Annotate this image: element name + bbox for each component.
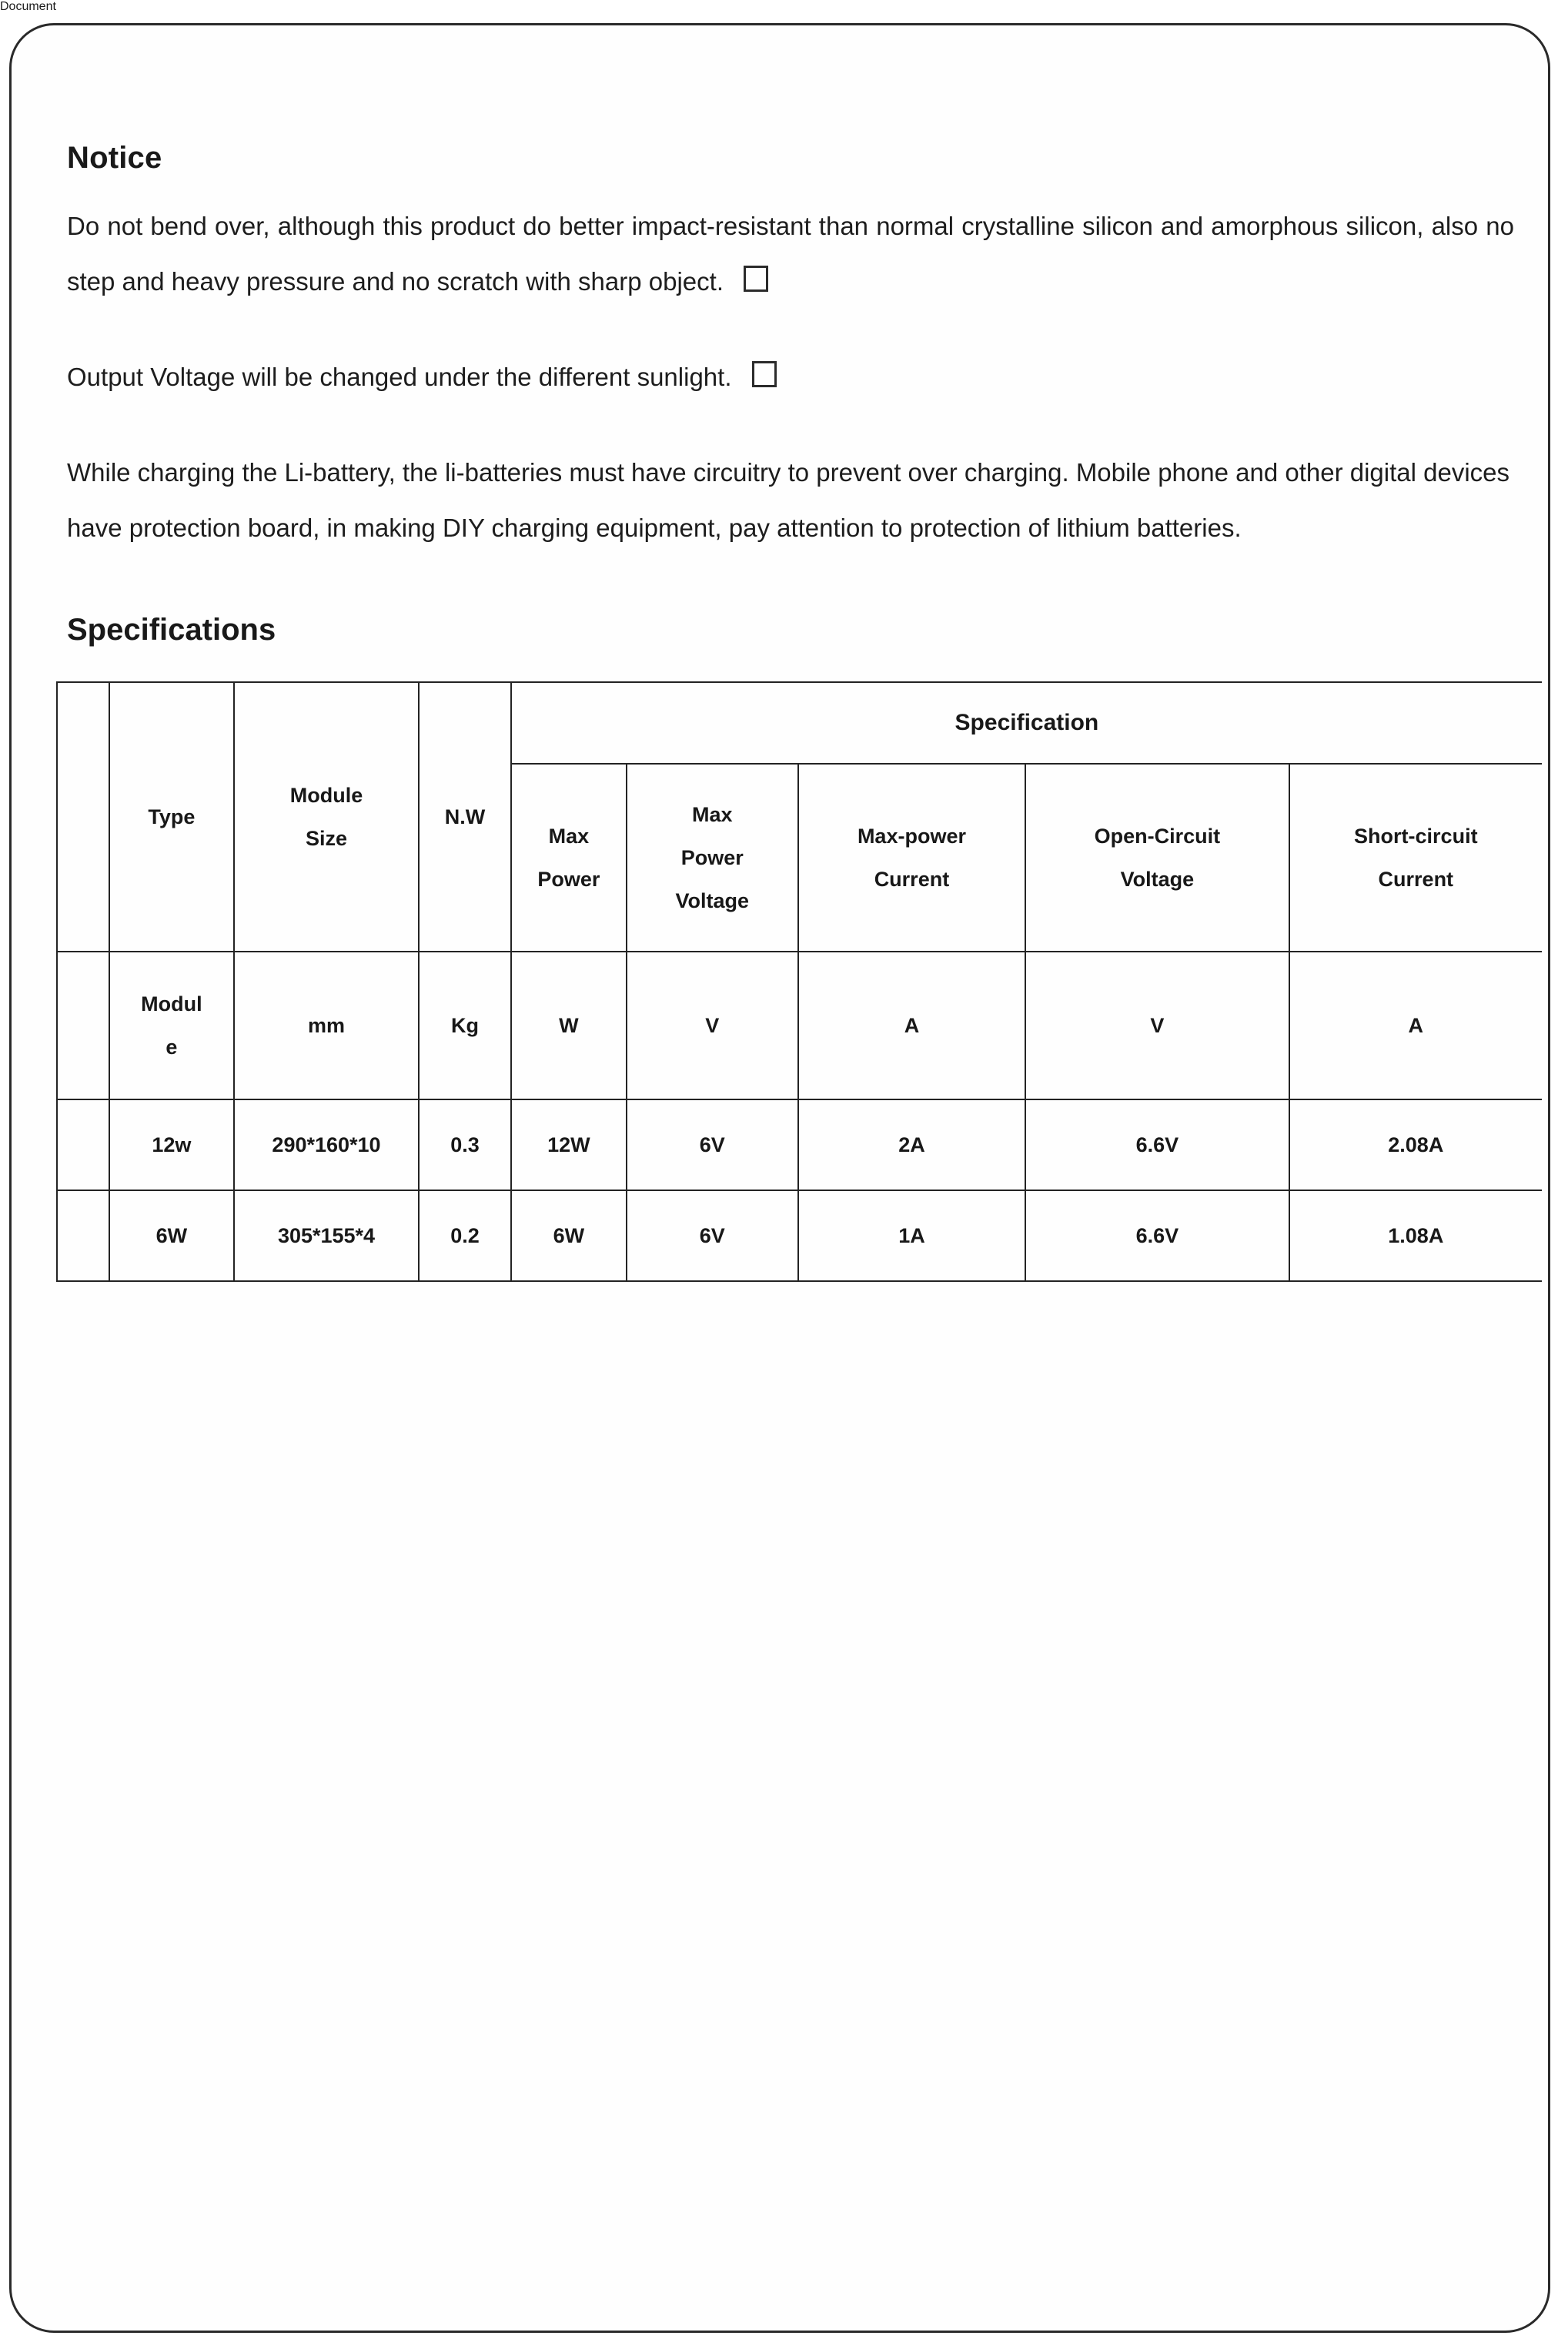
notice-heading: Notice — [67, 141, 162, 175]
units-cell-type: Modul e — [109, 952, 234, 1099]
notice-paragraph-1-text: Do not bend over, although this product do better impact-resistant than normal crystalline silicon and amorphous silicon, also no step and heavy pressure and no scratch with sharp object. — [67, 212, 1514, 296]
cell-type: 12w — [109, 1099, 234, 1190]
cell-max-power-current: 2A — [798, 1099, 1026, 1190]
header-cell-blank — [57, 682, 109, 952]
cell-short-circuit-current: 2.08A — [1289, 1099, 1542, 1190]
cell-module-size: 305*155*4 — [234, 1190, 419, 1281]
specifications-table — [56, 681, 1542, 1282]
notice-paragraph-2 — [67, 350, 1514, 405]
units-cell-open-circuit-voltage: V — [1025, 952, 1289, 1099]
notice-paragraph-3-text: While charging the Li-battery, the li-batteries must have circuitry to prevent over charging. Mobile phone and other digital devices have protection board, in making DIY charging equipment, pay attention to protection of lithium batteries. — [67, 458, 1510, 542]
header-cell-short-circuit-current: Short-circuit Current — [1289, 764, 1542, 952]
header-cell-max-power-voltage: Max Power Voltage — [627, 764, 798, 952]
missing-glyph-box-icon — [752, 361, 777, 387]
cell-max-power: 12W — [511, 1099, 627, 1190]
cell-module-size: 290*160*10 — [234, 1099, 419, 1190]
table-group-header-row — [57, 682, 1542, 764]
scanned-page-sheet — [9, 23, 1550, 2333]
notice-paragraph-3 — [67, 445, 1514, 556]
header-cell-module-size: Module Size — [234, 682, 419, 952]
cell-max-power-voltage: 6V — [627, 1099, 798, 1190]
header-cell-max-power-current: Max-power Current — [798, 764, 1026, 952]
table-row — [57, 1099, 1542, 1190]
cell-blank — [57, 1099, 109, 1190]
table-row — [57, 1190, 1542, 1281]
table-units-row — [57, 952, 1542, 1099]
units-cell-max-power-voltage: V — [627, 952, 798, 1099]
cell-max-power: 6W — [511, 1190, 627, 1281]
units-cell-blank — [57, 952, 109, 1099]
cell-max-power-current: 1A — [798, 1190, 1026, 1281]
header-cell-nw: N.W — [419, 682, 511, 952]
notice-paragraph-2-text: Output Voltage will be changed under the different sunlight. — [67, 363, 732, 391]
units-cell-max-power: W — [511, 952, 627, 1099]
header-cell-specification-group: Specification — [511, 682, 1542, 764]
units-cell-nw: Kg — [419, 952, 511, 1099]
cell-nw: 0.3 — [419, 1099, 511, 1190]
cell-nw: 0.2 — [419, 1190, 511, 1281]
header-cell-open-circuit-voltage: Open-Circuit Voltage — [1025, 764, 1289, 952]
cell-open-circuit-voltage: 6.6V — [1025, 1099, 1289, 1190]
units-cell-max-power-current: A — [798, 952, 1026, 1099]
missing-glyph-box-icon — [744, 266, 768, 292]
cell-blank — [57, 1190, 109, 1281]
units-cell-short-circuit-current: A — [1289, 952, 1542, 1099]
header-cell-max-power: Max Power — [511, 764, 627, 952]
cell-short-circuit-current: 1.08A — [1289, 1190, 1542, 1281]
page-content — [67, 141, 1522, 1282]
notice-paragraph-1 — [67, 199, 1514, 310]
specifications-heading: Specifications — [67, 613, 276, 647]
cell-type: 6W — [109, 1190, 234, 1281]
cell-max-power-voltage: 6V — [627, 1190, 798, 1281]
header-cell-type: Type — [109, 682, 234, 952]
units-cell-module-size: mm — [234, 952, 419, 1099]
cell-open-circuit-voltage: 6.6V — [1025, 1190, 1289, 1281]
